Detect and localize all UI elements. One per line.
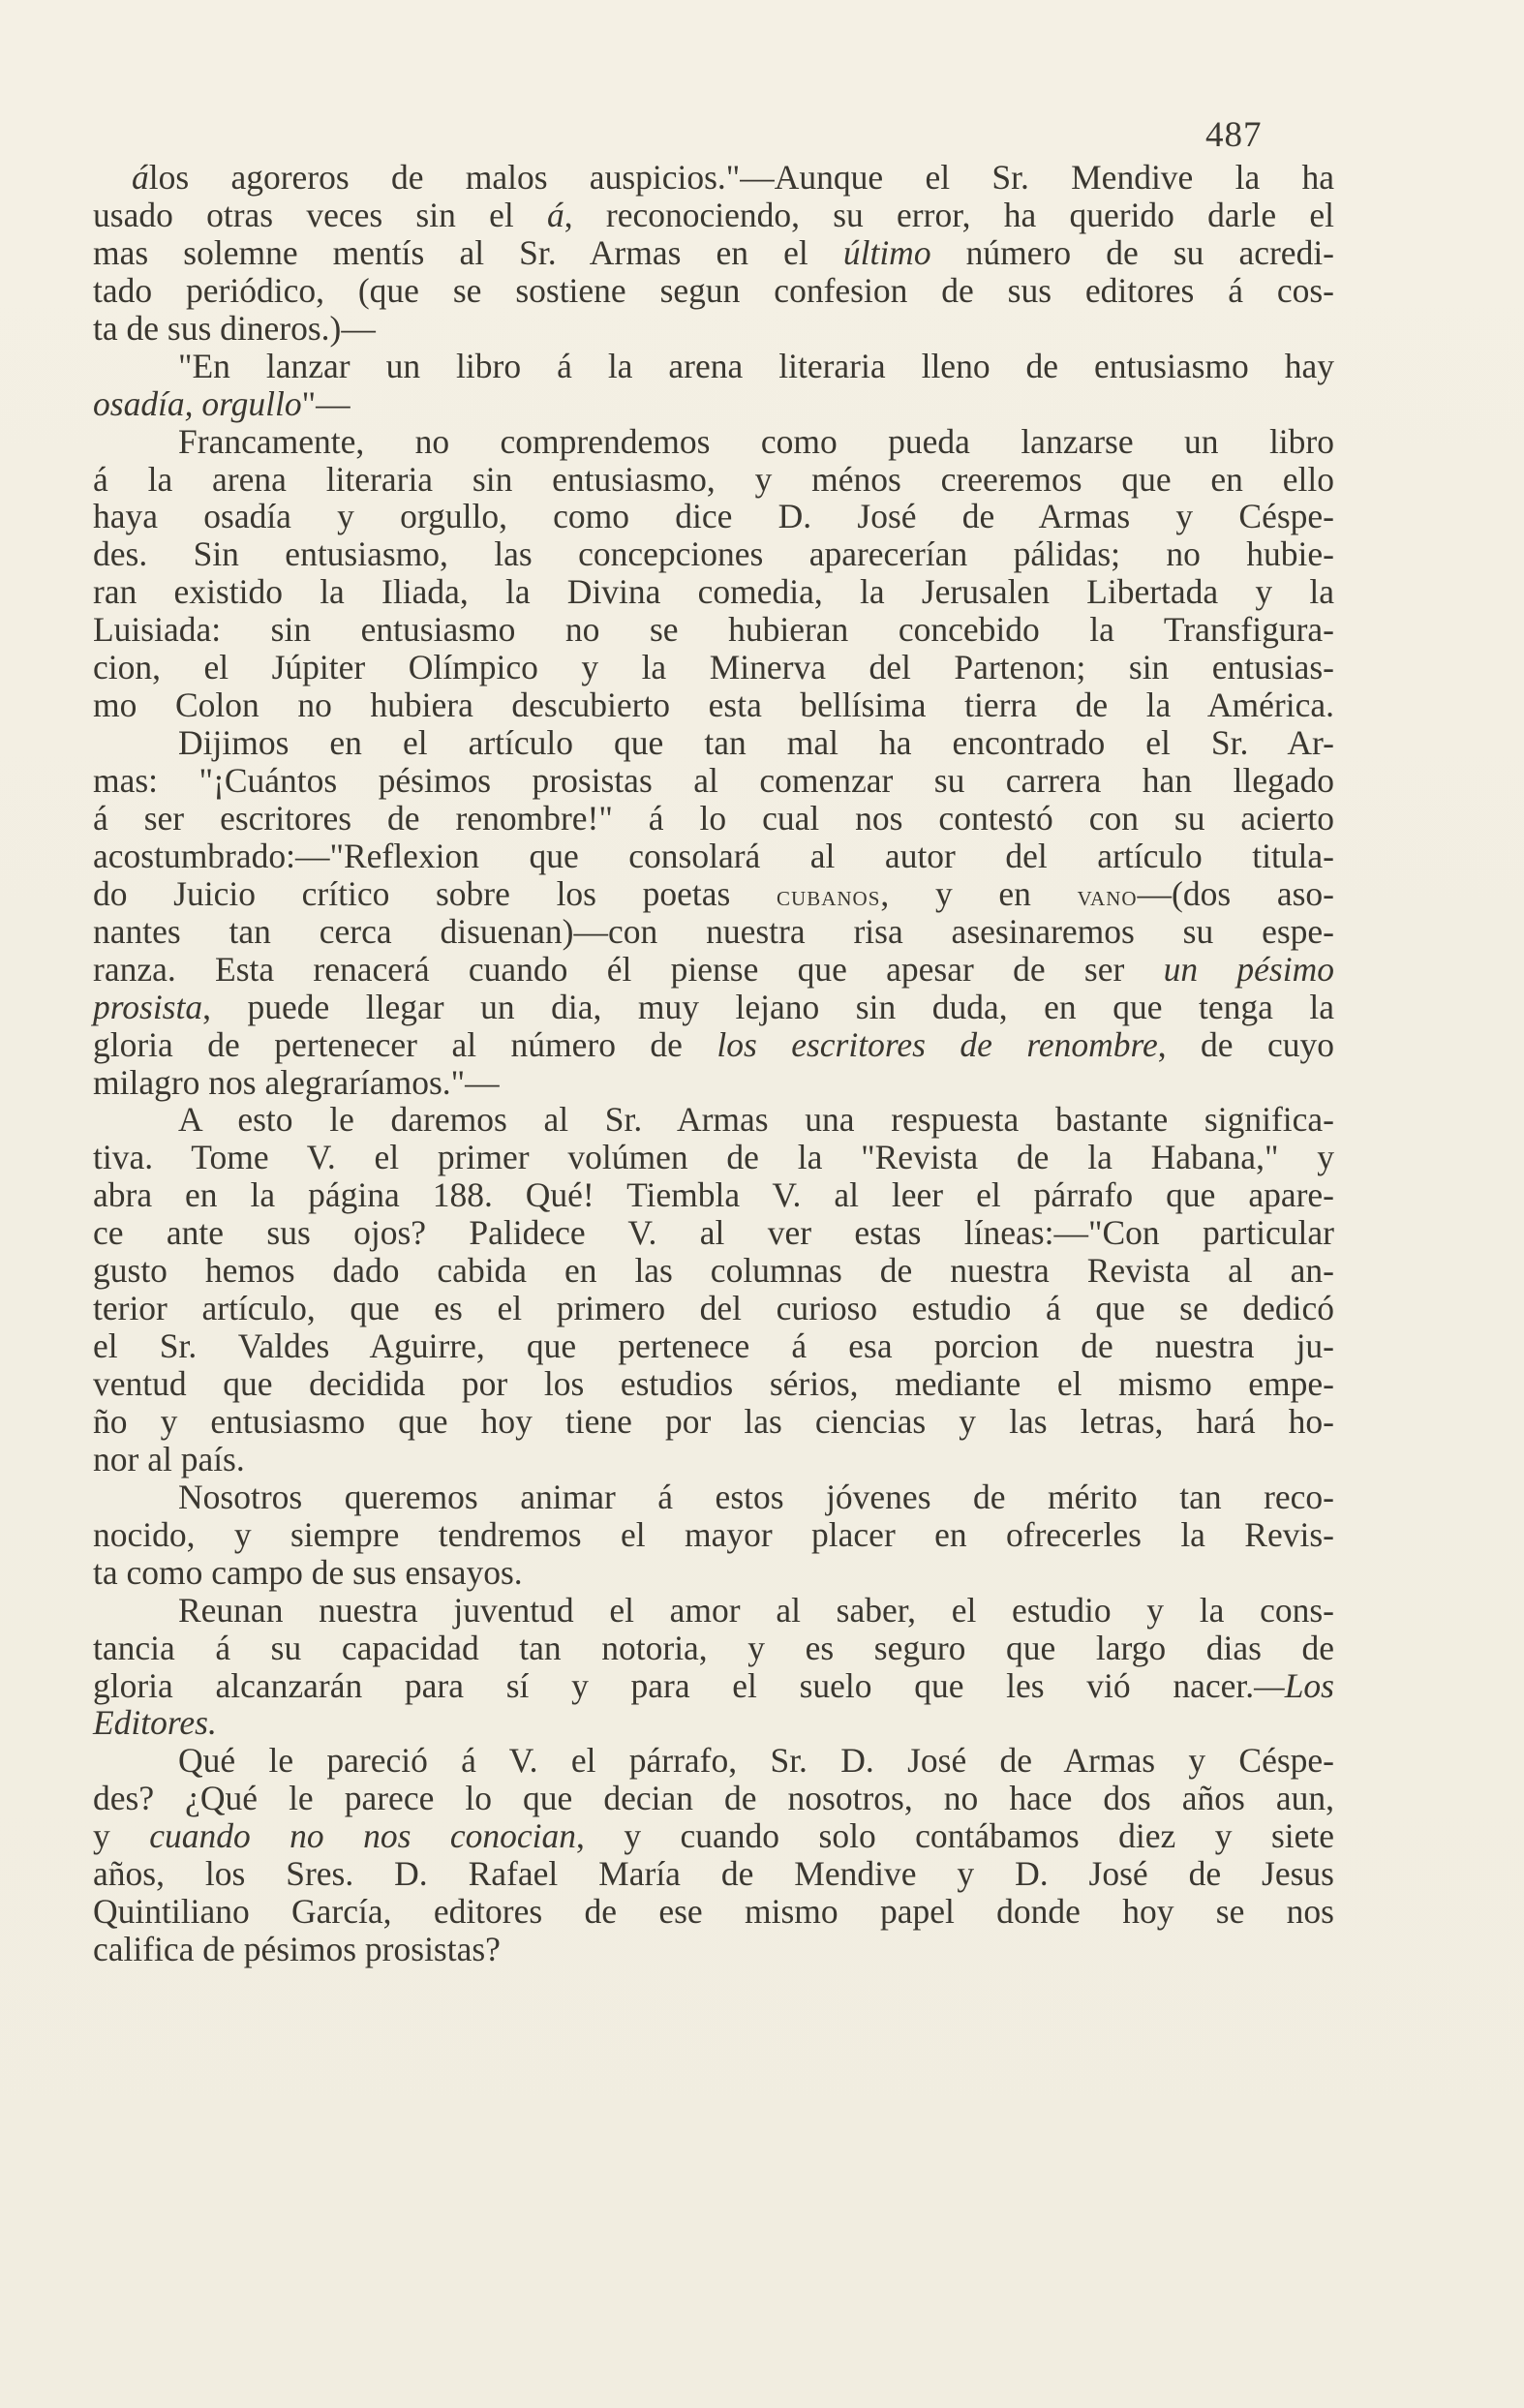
text-segment: los escritores de renombre bbox=[716, 1024, 1158, 1064]
text-segment: milagro nos alegraríamos."— bbox=[93, 1062, 500, 1102]
text-segment: "En lanzar un libro á la arena literaria lleno de entusiasmo hay bbox=[178, 346, 1334, 385]
text-segment: usado otras veces sin el bbox=[93, 195, 547, 234]
text-segment: prosista bbox=[93, 987, 203, 1026]
text-line bbox=[93, 1704, 1334, 1742]
text-line bbox=[93, 461, 1334, 499]
text-segment: "— bbox=[301, 383, 351, 423]
text-line bbox=[93, 724, 1334, 762]
text-segment: , y cuando solo contábamos diez y siete bbox=[576, 1816, 1334, 1856]
text-segment: cion, el Júpiter Olímpico y la Minerva del Partenon; sin entusias- bbox=[93, 648, 1334, 687]
text-line bbox=[93, 1403, 1334, 1441]
text-line bbox=[93, 1554, 1334, 1592]
text-segment: cuando no nos conocian bbox=[149, 1816, 577, 1856]
text-line bbox=[93, 1139, 1334, 1176]
text-segment: ce ante sus ojos? Palidece V. al ver estas líneas:—"Con particular bbox=[93, 1213, 1334, 1253]
text-line bbox=[93, 913, 1334, 951]
text-line bbox=[93, 1101, 1334, 1139]
text-segment: tiva. Tome V. el primer volúmen de la "Revista de la Habana," y bbox=[93, 1138, 1334, 1177]
text-line bbox=[93, 498, 1334, 535]
text-segment: des. Sin entusiasmo, las concepciones aparecerían pálidas; no hubie- bbox=[93, 534, 1334, 574]
text-segment: ta como campo de sus ensayos. bbox=[93, 1552, 523, 1592]
text-line bbox=[93, 649, 1334, 686]
text-line bbox=[93, 1592, 1334, 1630]
text-line bbox=[93, 1290, 1334, 1327]
text-line bbox=[93, 1214, 1334, 1252]
text-line bbox=[93, 1931, 1334, 1968]
text-segment: , reconociendo, su error, ha querido darle el bbox=[564, 195, 1335, 234]
text-line bbox=[93, 1780, 1334, 1817]
text-line bbox=[93, 1327, 1334, 1365]
text-segment: gloria alcanzarán para sí y para el suelo que les vió nacer. bbox=[93, 1665, 1255, 1705]
text-segment: último bbox=[842, 232, 931, 272]
text-segment: , de cuyo bbox=[1157, 1024, 1334, 1064]
text-segment: acostumbrado:—"Reflexion que consolará al autor del artículo titula- bbox=[93, 836, 1334, 875]
text-segment: osadía, orgullo bbox=[93, 383, 302, 423]
text-line bbox=[93, 1893, 1334, 1931]
text-line bbox=[93, 611, 1334, 649]
text-segment: ta de sus dineros.)— bbox=[93, 308, 376, 348]
text-line bbox=[93, 310, 1334, 348]
text-segment: los agoreros de malos auspicios."—Aunque el Sr. Mendive la ha bbox=[148, 158, 1334, 197]
text-segment: mas solemne mentís al Sr. Armas en el bbox=[93, 232, 843, 272]
text-line bbox=[93, 1064, 1334, 1102]
text-segment: mo Colon no hubiera descubierto esta bellísima tierra de la América. bbox=[93, 686, 1334, 725]
text-segment: Francamente, no comprendemos como pueda lanzarse un libro bbox=[178, 421, 1334, 461]
text-segment: do Juicio crítico sobre los poetas bbox=[93, 873, 777, 913]
text-line bbox=[93, 1817, 1334, 1855]
text-line bbox=[93, 1252, 1334, 1290]
text-line bbox=[93, 1478, 1334, 1516]
text-segment: un pésimo bbox=[1163, 949, 1334, 989]
text-line bbox=[93, 159, 1334, 197]
text-line bbox=[93, 348, 1334, 385]
text-line bbox=[93, 1855, 1334, 1893]
text-line bbox=[93, 1630, 1334, 1667]
text-line bbox=[93, 762, 1334, 800]
text-line bbox=[93, 535, 1334, 573]
text-line bbox=[93, 385, 1334, 423]
text-segment: , y en bbox=[880, 873, 1078, 913]
text-segment: nocido, y siempre tendremos el mayor placer en ofrecerles la Revis- bbox=[93, 1514, 1334, 1554]
text-segment: haya osadía y orgullo, como dice D. José de Armas y Céspe- bbox=[93, 497, 1334, 536]
text-line bbox=[93, 1516, 1334, 1554]
text-segment: Dijimos en el artículo que tan mal ha encontrado el Sr. Ar- bbox=[178, 723, 1334, 763]
text-segment: Luisiada: sin entusiasmo no se hubieran concebido la Transfigura- bbox=[93, 610, 1334, 650]
text-segment: mas: "¡Cuántos pésimos prosistas al comenzar su carrera han llegado bbox=[93, 761, 1334, 800]
text-segment: á bbox=[132, 158, 149, 197]
text-line bbox=[93, 272, 1334, 310]
text-segment: tancia á su capacidad tan notoria, y es seguro que largo dias de bbox=[93, 1628, 1334, 1667]
text-line bbox=[93, 423, 1334, 461]
text-segment: des? ¿Qué le parece lo que decian de nosotros, no hace dos años aun, bbox=[93, 1779, 1334, 1818]
text-segment: vano bbox=[1077, 879, 1138, 912]
text-line bbox=[93, 1441, 1334, 1478]
text-segment: ventud que decidida por los estudios sérios, mediante el mismo empe- bbox=[93, 1364, 1334, 1403]
body-text bbox=[93, 159, 1334, 1968]
text-segment: cubanos bbox=[777, 879, 881, 912]
text-line bbox=[93, 838, 1334, 875]
text-line bbox=[93, 1365, 1334, 1403]
text-segment: á bbox=[547, 195, 564, 234]
text-segment: años, los Sres. D. Rafael María de Mendive y D. José de Jesus bbox=[93, 1854, 1334, 1894]
text-segment: á ser escritores de renombre!" á lo cual nos contestó con su acierto bbox=[93, 798, 1334, 838]
text-segment: nantes tan cerca disuenan)—con nuestra risa asesinaremos su espe- bbox=[93, 911, 1334, 951]
text-segment: Nosotros queremos animar á estos jóvenes de mérito tan reco- bbox=[178, 1477, 1334, 1516]
text-segment: á la arena literaria sin entusiasmo, y ménos creeremos que en ello bbox=[93, 459, 1334, 499]
text-segment: y bbox=[93, 1816, 150, 1856]
text-line bbox=[93, 951, 1334, 989]
text-line bbox=[93, 1176, 1334, 1214]
text-segment: nor al país. bbox=[93, 1439, 245, 1478]
text-segment: ran existido la Iliada, la Divina comedia, la Jerusalen Libertada y la bbox=[93, 572, 1334, 612]
text-line bbox=[93, 875, 1334, 913]
text-line bbox=[93, 686, 1334, 724]
text-segment: ranza. Esta renacerá cuando él piense que apesar de ser bbox=[93, 949, 1164, 989]
text-segment: A esto le daremos al Sr. Armas una respuesta bastante significa- bbox=[178, 1100, 1334, 1140]
text-line bbox=[93, 234, 1334, 272]
text-line bbox=[93, 989, 1334, 1026]
text-segment: abra en la página 188. Qué! Tiembla V. al leer el párrafo que apare- bbox=[93, 1175, 1334, 1215]
text-segment: terior artículo, que es el primero del curioso estudio á que se dedicó bbox=[93, 1289, 1334, 1328]
text-line bbox=[93, 1742, 1334, 1780]
text-segment: Editores. bbox=[93, 1703, 217, 1743]
text-segment: ño y entusiasmo que hoy tiene por las ciencias y las letras, hará ho- bbox=[93, 1401, 1334, 1441]
text-line bbox=[93, 800, 1334, 838]
text-segment: gusto hemos dado cabida en las columnas de nuestra Revista al an- bbox=[93, 1251, 1334, 1291]
text-segment: Quintiliano García, editores de ese mismo papel donde hoy se nos bbox=[93, 1892, 1334, 1932]
text-segment: el Sr. Valdes Aguirre, que pertenece á esa porcion de nuestra ju- bbox=[93, 1326, 1334, 1366]
text-segment: número de su acredi- bbox=[930, 232, 1335, 272]
text-segment: califica de pésimos prosistas? bbox=[93, 1930, 501, 1969]
page-number: 487 bbox=[1205, 115, 1263, 155]
text-segment: Qué le pareció á V. el párrafo, Sr. D. José de Armas y Céspe- bbox=[178, 1741, 1334, 1781]
text-segment: —Los bbox=[1254, 1665, 1334, 1705]
text-segment: tado periódico, (que se sostiene segun confesion de sus editores á cos- bbox=[93, 270, 1334, 310]
text-segment: Reunan nuestra juventud el amor al saber, el estudio y la cons- bbox=[178, 1590, 1334, 1630]
text-line bbox=[93, 573, 1334, 611]
text-segment: gloria de pertenecer al número de bbox=[93, 1024, 717, 1064]
text-line bbox=[93, 1667, 1334, 1705]
text-line bbox=[93, 1026, 1334, 1064]
text-segment: —(dos aso- bbox=[1137, 873, 1335, 913]
text-segment: , puede llegar un dia, muy lejano sin duda, en que tenga la bbox=[202, 987, 1334, 1026]
text-line bbox=[93, 197, 1334, 234]
